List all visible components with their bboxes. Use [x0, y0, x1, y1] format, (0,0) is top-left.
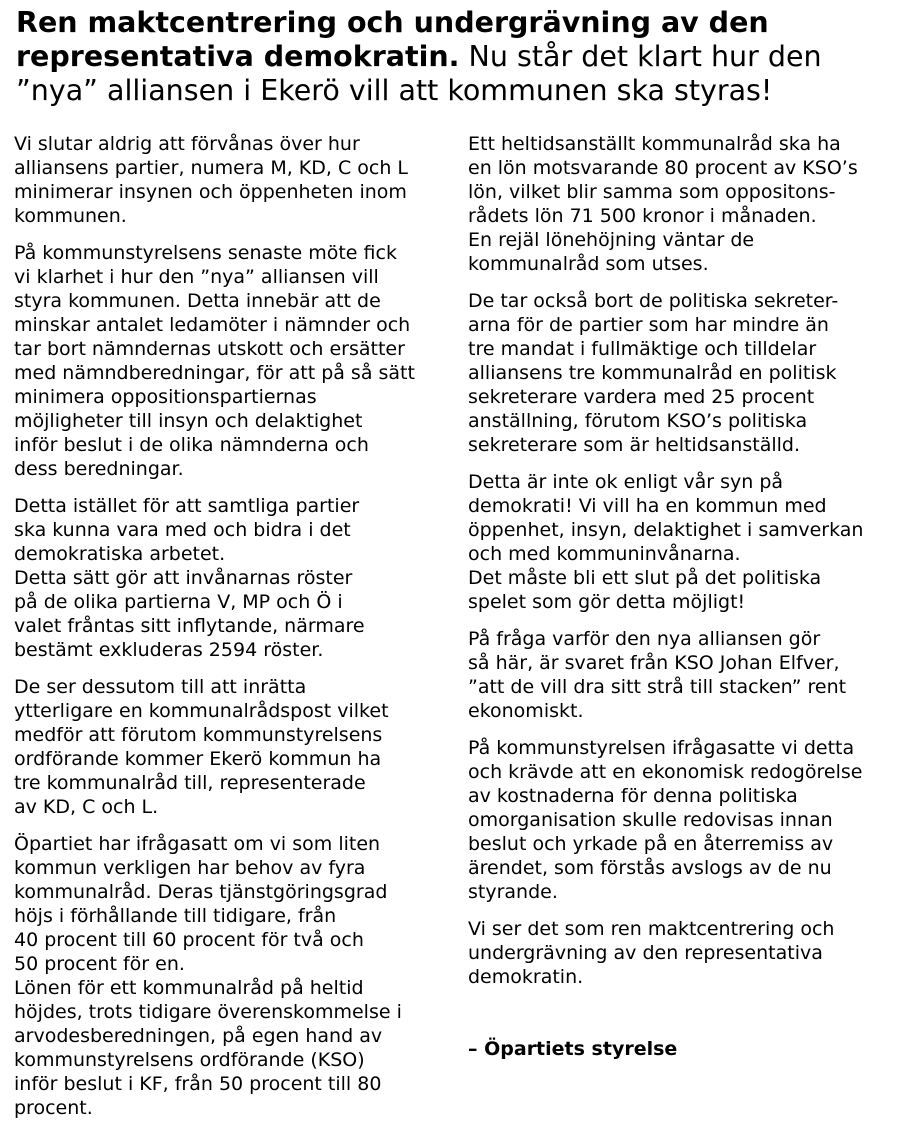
paragraph: Vi slutar aldrig att förvånas över hur alliansens partier, numera M, KD, C och L minimerar insynen och öppenheten inom kommunen. [14, 133, 409, 227]
paragraph: På kommunstyrelsens senaste möte fick vi klarhet i hur den ”nya” alliansen vill styra kommunen. Detta innebär att de minskar antalet ledamöter i nämnder och tar bort nämndernas utskott och ersätter med nämndberedningar, för att på så sätt minimera oppositionspartiernas möjligheter till insyn och delaktighet inför beslut i de olika nämnderna och dess beredningar. [14, 242, 415, 480]
paragraph: De ser dessutom till att inrätta ytterligare en kommunalrådspost vilket medför att förutom kommunstyrelsens ordförande kommer Ekerö kommun ha tre kommunalråd till, representerade av KD, C och L. [14, 676, 389, 818]
paragraph: Detta är inte ok enligt vår syn på demokrati! Vi vill ha en kommun med öppenhet, insyn, delaktighet i samverkan och med kommuninvånarna. Det måste bli ett slut på det politiska spelet som gör detta möjligt! [468, 471, 864, 613]
paragraph: Ett heltidsanställt kommunalråd ska ha en lön motsvarande 80 procent av KSO’s lön, vilket blir samma som oppositons- rådets lön 71 500 kronor i månaden. En rejäl lönehöjning väntar de kommunalråd som utses. [468, 133, 858, 275]
headline-bold-2: representativa demokratin. [16, 40, 460, 73]
paragraph: På fråga varför den nya alliansen gör så här, är svaret från KSO Johan Elfver, ”att de vill dra sitt strå till stacken” rent ekonomiskt. [468, 628, 847, 722]
paragraph: Öpartiet har ifrågasatt om vi som liten kommun verkligen har behov av fyra kommunalråd. Deras tjänstgöringsgrad höjs i förhållande till tidigare, från 40 procent till 60 procent för två och 50 procent för en. Lönen för ett kommunalråd på heltid höjdes, trots tidigare överenskommelse i arvodesberedningen, på egen hand av kommunstyrelsens ordförande (KSO) inför beslut i KF, från 50 procent till 80 procent. [14, 833, 402, 1119]
headline-normal-2: Nu står det klart hur den [459, 40, 822, 73]
signature: – Öpartiets styrelse [468, 1038, 678, 1060]
headline [16, 6, 896, 108]
paragraph: Detta istället för att samtliga partier ska kunna vara med och bidra i det demokratiska arbetet. Detta sätt gör att invånarnas röster på de olika partierna V, MP och Ö i valet fråntas sitt inflytande, närmare bestämt exkluderas 2594 röster. [14, 495, 365, 661]
headline-bold-1: Ren maktcentrering och undergrävning av den [16, 6, 769, 39]
paragraph: Vi ser det som ren maktcentrering och undergrävning av den representativa demokratin. [468, 918, 835, 988]
right-column [468, 132, 898, 1074]
paragraph: På kommunstyrelsen ifrågasatte vi detta och krävde att en ekonomisk redogörelse av kostnaderna för denna politiska omorganisation skulle redovisas innan beslut och yrkade på en återremiss av ärendet, som förstås avslogs av de nu styrande. [468, 737, 863, 903]
paragraph: De tar också bort de politiska sekreter- arna för de partier som har mindre än tre mandat i fullmäktige och tilldelar alliansens tre kommunalråd en politisk sekreterare vardera med 25 procent anställning, förutom KSO’s politiska sekreterare som är heltidsanställd. [468, 290, 839, 456]
headline-normal-3: ”nya” alliansen i Ekerö vill att kommunen ska styras! [16, 74, 773, 107]
left-column [14, 132, 454, 1133]
